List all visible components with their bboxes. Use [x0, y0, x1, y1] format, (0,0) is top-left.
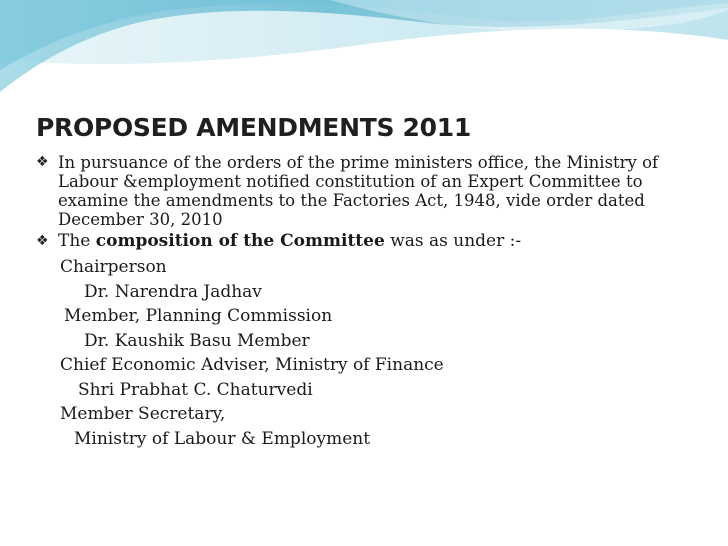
committee-member: Ministry of Labour & Employment — [74, 428, 371, 449]
bullet-text: In pursuance of the orders of the prime ministers office, the Ministry of Labour &employment notified constitution of an Expert Committee to examine the amendments to the Factories Act, 1948, vide order dated December 30, 2010 — [58, 153, 659, 229]
committee-role: Member Secretary, — [60, 404, 226, 424]
bullet-text — [58, 232, 716, 251]
committee-role: Chief Economic Adviser, Ministry of Finance — [60, 355, 444, 375]
committee-member: Shri Prabhat C. Chaturvedi — [78, 379, 313, 400]
committee-role: Chairperson — [60, 257, 167, 277]
committee-list — [36, 255, 716, 451]
bullet-suffix: was as under :- — [384, 231, 522, 251]
bullet-prefix: The — [58, 231, 96, 251]
header-wave-decoration — [0, 0, 728, 95]
bullet-item — [36, 232, 716, 251]
committee-member: Dr. Kaushik Basu Member — [84, 330, 310, 351]
committee-member: Dr. Narendra Jadhav — [84, 281, 262, 302]
committee-role: Member, Planning Commission — [64, 306, 333, 326]
slide-body — [36, 153, 716, 451]
bullet-bold-phrase: composition of the Committee — [95, 231, 385, 251]
slide-title: PROPOSED AMENDMENTS 2011 — [36, 113, 471, 142]
diamond-bullet-icon: ❖ — [36, 154, 49, 170]
diamond-bullet-icon: ❖ — [36, 233, 49, 249]
bullet-item — [36, 153, 716, 229]
